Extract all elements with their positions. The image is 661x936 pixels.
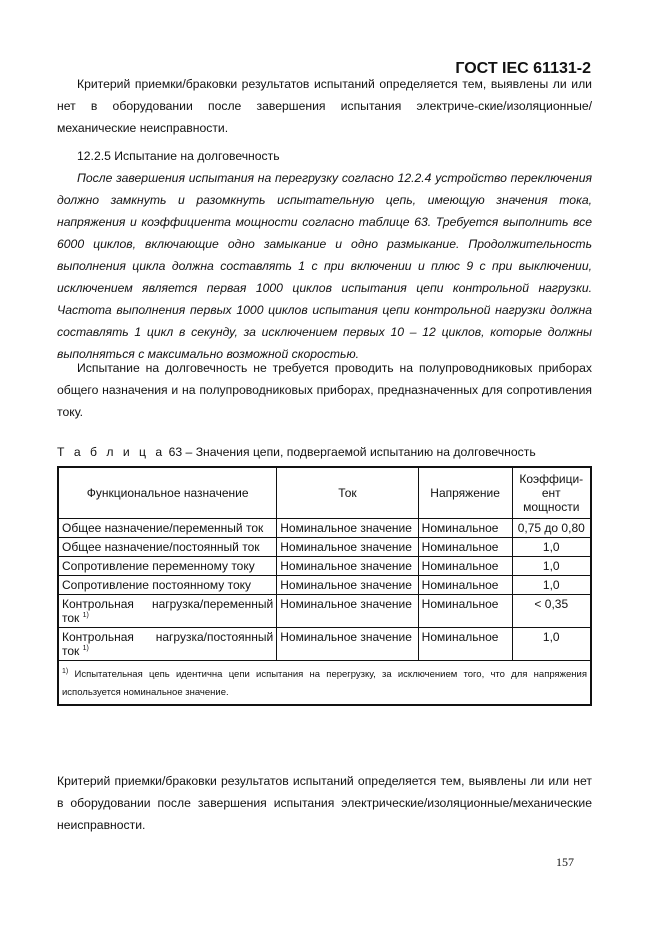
footnote-ref: 1) bbox=[82, 645, 89, 652]
table-title bbox=[57, 445, 536, 459]
paragraph-procedure bbox=[57, 167, 592, 365]
paragraph-exemption-text: Испытание на долговечность не требуется проводить на полупроводниковых приборах общего назначения и на полупроводниковых приборах, предназначенных для сопротивления току. bbox=[57, 361, 592, 419]
cell-power-factor: 0,75 до 0,80 bbox=[512, 519, 591, 538]
cell-current: Номинальное значение bbox=[277, 628, 418, 661]
cell-voltage: Номинальное bbox=[418, 595, 512, 628]
cell-current: Номинальное значение bbox=[277, 595, 418, 628]
footnote-ref: 1) bbox=[82, 612, 89, 619]
header-voltage: Напряжение bbox=[418, 467, 512, 519]
table-row bbox=[58, 557, 591, 576]
table-caption: 63 – Значения цепи, подвергаемой испытанию на долговечность bbox=[168, 445, 536, 459]
cell-purpose bbox=[58, 595, 277, 628]
cell-purpose: Сопротивление постоянному току bbox=[58, 576, 277, 595]
table-row bbox=[58, 628, 591, 661]
page-number: 157 bbox=[556, 855, 574, 869]
cell-purpose-text: Контрольная нагрузка/переменный ток bbox=[62, 597, 274, 625]
cell-purpose: Сопротивление переменному току bbox=[58, 557, 277, 576]
cell-purpose bbox=[58, 628, 277, 661]
table-label: Т а б л и ц а bbox=[57, 445, 166, 459]
table-row bbox=[58, 595, 591, 628]
cell-voltage: Номинальное bbox=[418, 538, 512, 557]
header-purpose: Функциональное назначение bbox=[58, 467, 277, 519]
document-header: ГОСТ IEC 61131-2 bbox=[455, 60, 591, 77]
cell-voltage: Номинальное bbox=[418, 557, 512, 576]
header-power-factor: Коэффици-ент мощности bbox=[512, 467, 591, 519]
section-heading: 12.2.5 Испытание на долговечность bbox=[77, 149, 280, 163]
table-footnote bbox=[58, 661, 591, 706]
paragraph-criteria bbox=[57, 73, 592, 139]
cell-power-factor: 1,0 bbox=[512, 557, 591, 576]
cell-current: Номинальное значение bbox=[277, 557, 418, 576]
footnote-mark: 1) bbox=[62, 668, 69, 675]
paragraph-criteria-text: Критерий приемки/браковки результатов испытаний определяется тем, выявлены ли или нет в оборудовании после завершения испытания электриче-ские/изоляционные/механические неисправности. bbox=[57, 77, 592, 135]
cell-voltage: Номинальное bbox=[418, 628, 512, 661]
cell-power-factor: 1,0 bbox=[512, 576, 591, 595]
cell-power-factor: < 0,35 bbox=[512, 595, 591, 628]
table-footnote-row bbox=[58, 661, 591, 706]
cell-purpose-text: Контрольная нагрузка/постоянный ток bbox=[62, 630, 274, 658]
cell-power-factor: 1,0 bbox=[512, 628, 591, 661]
table-header-row bbox=[58, 467, 591, 519]
cell-voltage: Номинальное bbox=[418, 576, 512, 595]
paragraph-criteria-repeat bbox=[57, 770, 592, 836]
table-row bbox=[58, 538, 591, 557]
paragraph-criteria-repeat-text: Критерий приемки/браковки результатов испытаний определяется тем, выявлены ли или нет в оборудовании после завершения испытания электрические/изоляционные/механические неисправности. bbox=[57, 774, 592, 832]
paragraph-exemption bbox=[57, 357, 592, 423]
paragraph-procedure-text: После завершения испытания на перегрузку согласно 12.2.4 устройство переключения должно замкнуть и разомкнуть испытательную цепь, имеющую значения тока, напряжения и коэффициента мощности согласно таблице 63. Требуется выполнить все 6000 циклов, включающие одно замыкание и одно размыкание. Продолжительность выполнения цикла должна составлять 1 с при включении и плюс 9 с при выключении, исключением является первая 1000 циклов испытания цепи контрольной нагрузки. Частота выполнения первых 1000 циклов испытания цепи контрольной нагрузки должна составлять 1 цикл в секунду, за исключением первых 10 – 12 циклов, которые должны выполняться с максимально возможной скоростью. bbox=[57, 171, 592, 361]
table-row bbox=[58, 519, 591, 538]
table-row bbox=[58, 576, 591, 595]
cell-current: Номинальное значение bbox=[277, 538, 418, 557]
cell-voltage: Номинальное bbox=[418, 519, 512, 538]
footnote-text: Испытательная цепь идентична цепи испытания на перегрузку, за исключением того, что для напряжения используется номинальное значение. bbox=[62, 669, 587, 699]
circuit-values-table bbox=[57, 466, 592, 706]
header-current: Ток bbox=[277, 467, 418, 519]
cell-power-factor: 1,0 bbox=[512, 538, 591, 557]
cell-purpose: Общее назначение/постоянный ток bbox=[58, 538, 277, 557]
cell-current: Номинальное значение bbox=[277, 576, 418, 595]
cell-current: Номинальное значение bbox=[277, 519, 418, 538]
cell-purpose: Общее назначение/переменный ток bbox=[58, 519, 277, 538]
